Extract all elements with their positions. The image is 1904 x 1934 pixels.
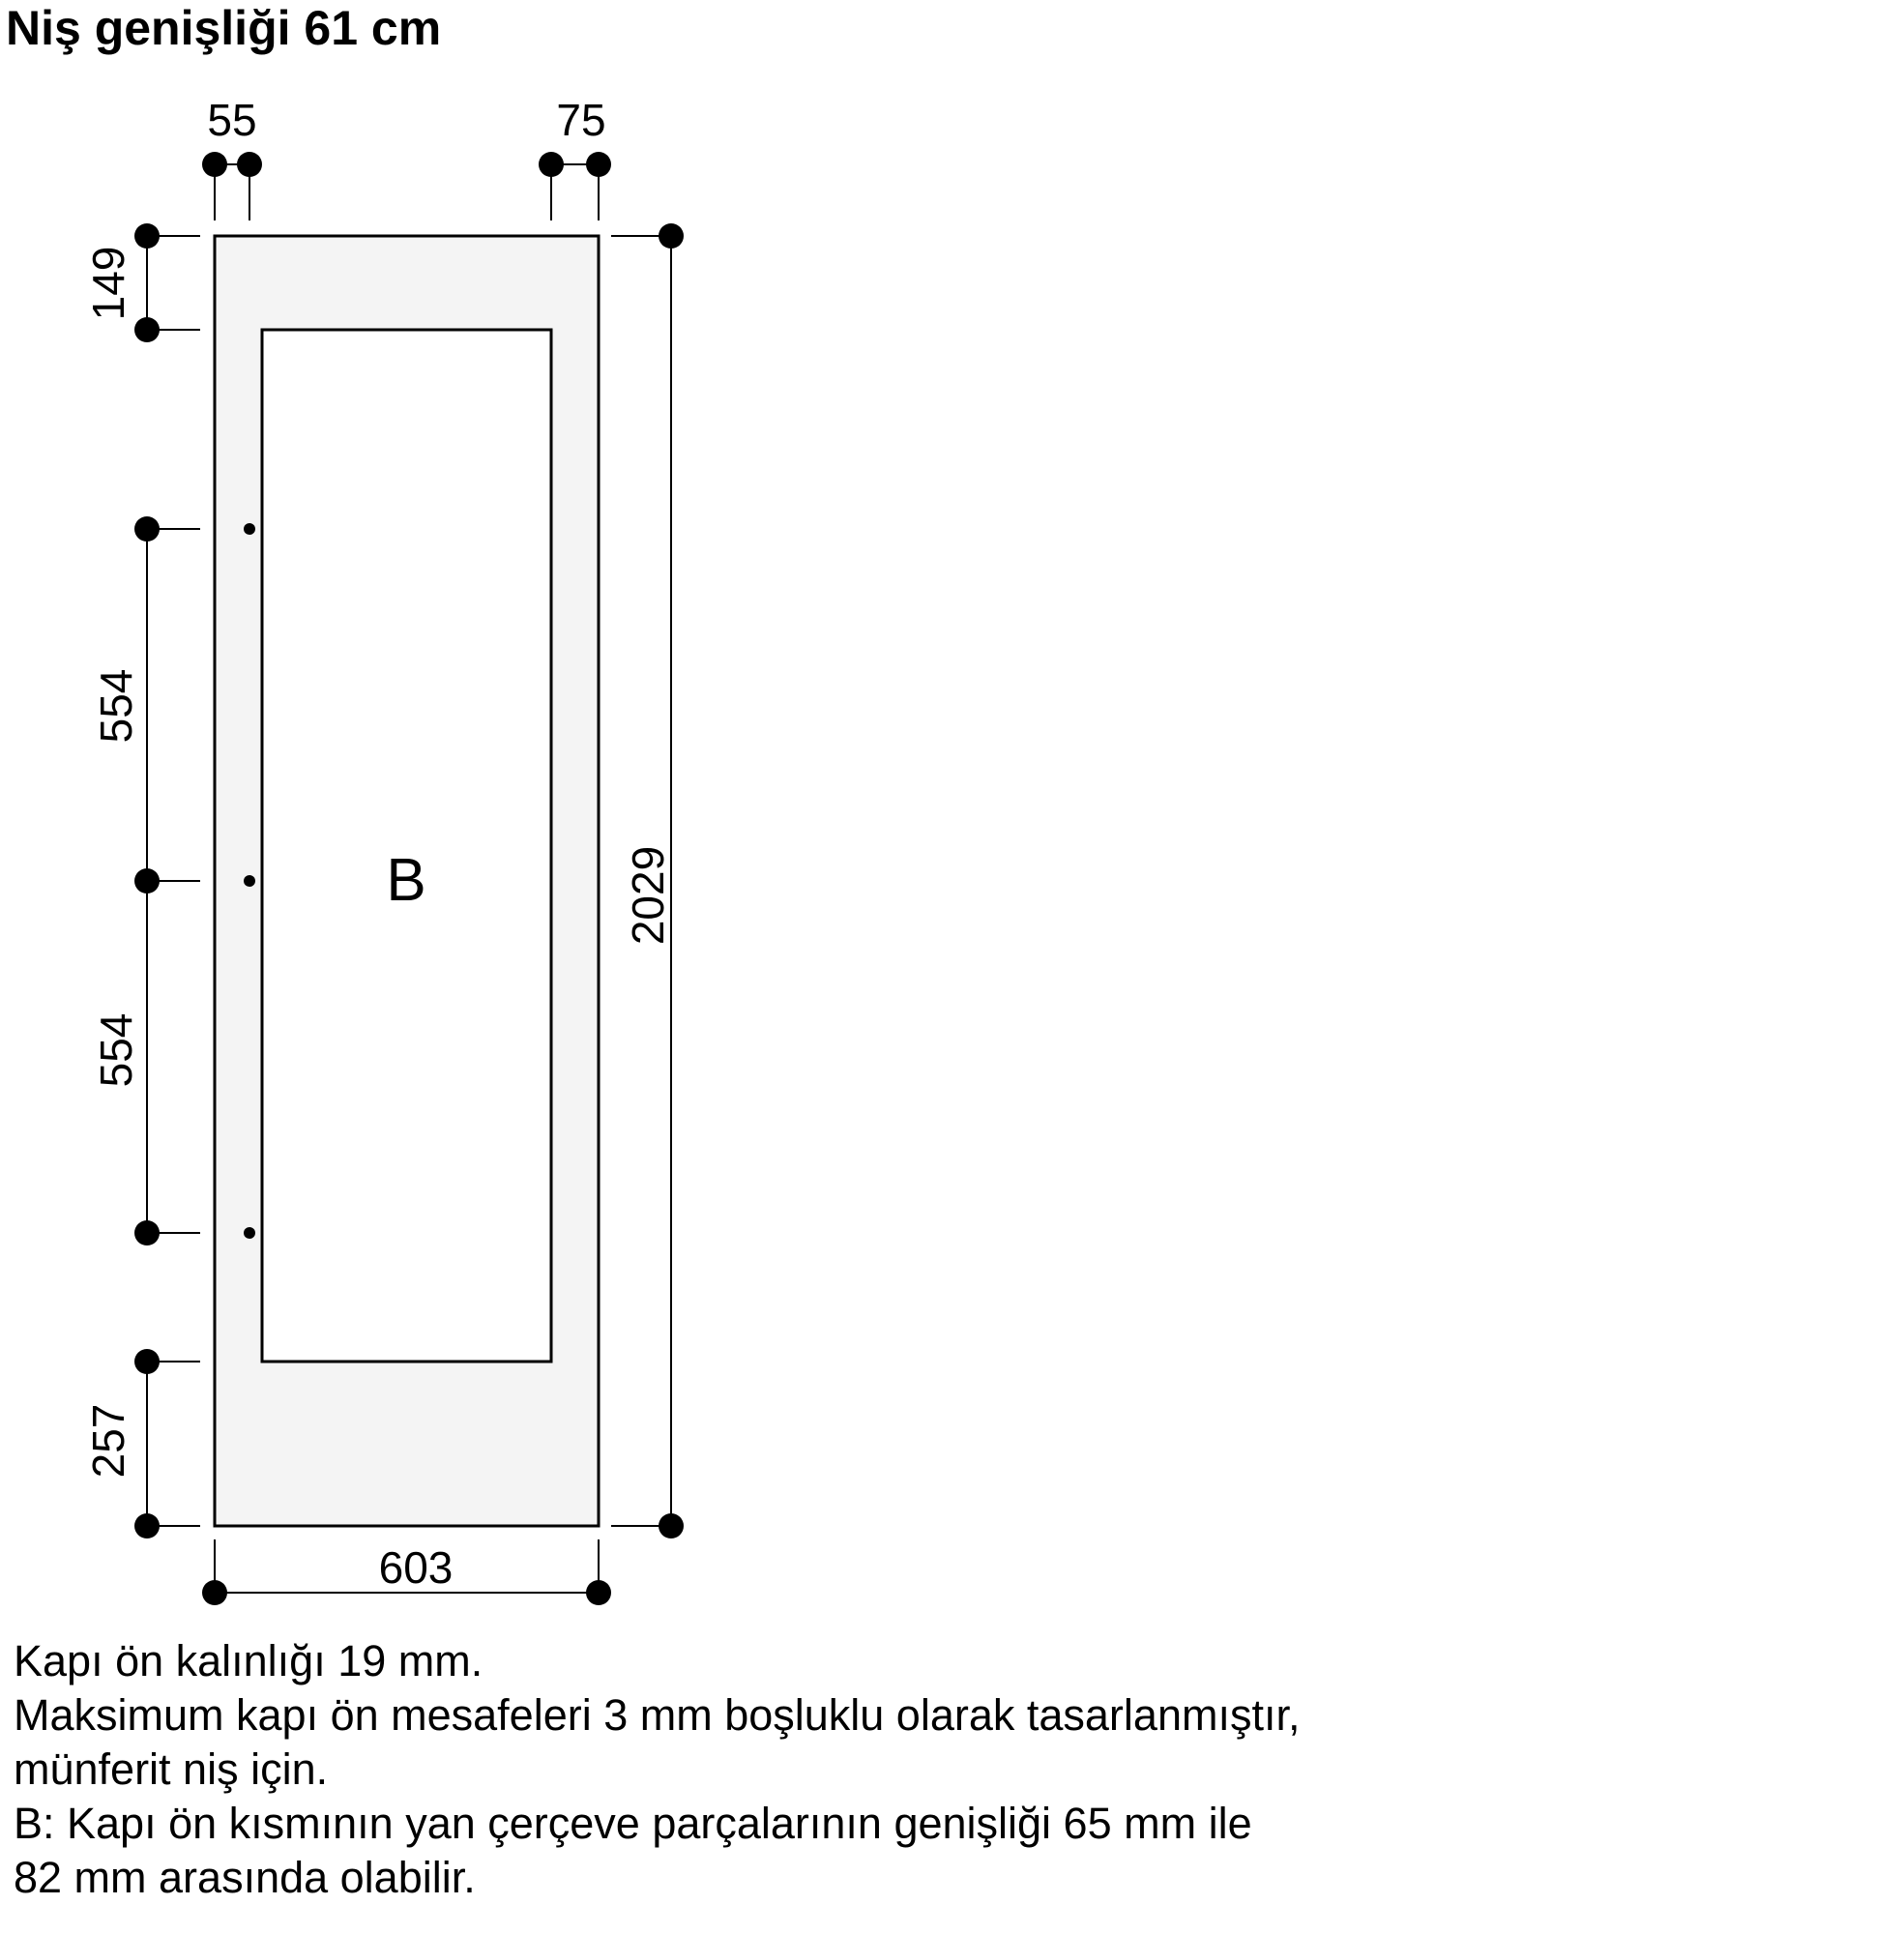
panel-label-b: B bbox=[386, 847, 426, 914]
dim-bottom-rail-label: 257 bbox=[83, 1403, 133, 1479]
note-line: Maksimum kapı ön mesafeleri 3 mm boşluklu olarak tasarlanmıştır, bbox=[14, 1690, 1301, 1740]
dim-hinge-upper-label: 554 bbox=[91, 668, 141, 744]
note-line: B: Kapı ön kısmının yan çerçeve parçalarının genişliği 65 mm ile bbox=[14, 1799, 1252, 1848]
hinge-marker-3 bbox=[244, 1227, 255, 1239]
dim-top-right-offset-label: 75 bbox=[556, 95, 606, 145]
dim-top-left-offset-label: 55 bbox=[207, 95, 257, 145]
hinge-marker-1 bbox=[244, 523, 255, 535]
notes-block bbox=[14, 1634, 1851, 1905]
dim-total-height-label: 2029 bbox=[623, 845, 673, 946]
page-title: Niş genişliği 61 cm bbox=[6, 1, 442, 55]
note-line: Kapı ön kalınlığı 19 mm. bbox=[14, 1636, 483, 1685]
hinge-marker-2 bbox=[244, 875, 255, 887]
dim-left-chain bbox=[134, 223, 200, 1538]
dim-top-right-offset bbox=[539, 152, 611, 220]
dim-total-width-label: 603 bbox=[378, 1542, 454, 1593]
note-line: 82 mm arasında olabilir. bbox=[14, 1853, 476, 1902]
note-line: münferit niş için. bbox=[14, 1744, 329, 1794]
inner-frame-b bbox=[262, 330, 551, 1362]
dim-hinge-lower-label: 554 bbox=[91, 1012, 141, 1088]
dim-top-rail-label: 149 bbox=[83, 246, 133, 321]
dim-top-left-offset bbox=[202, 152, 262, 220]
